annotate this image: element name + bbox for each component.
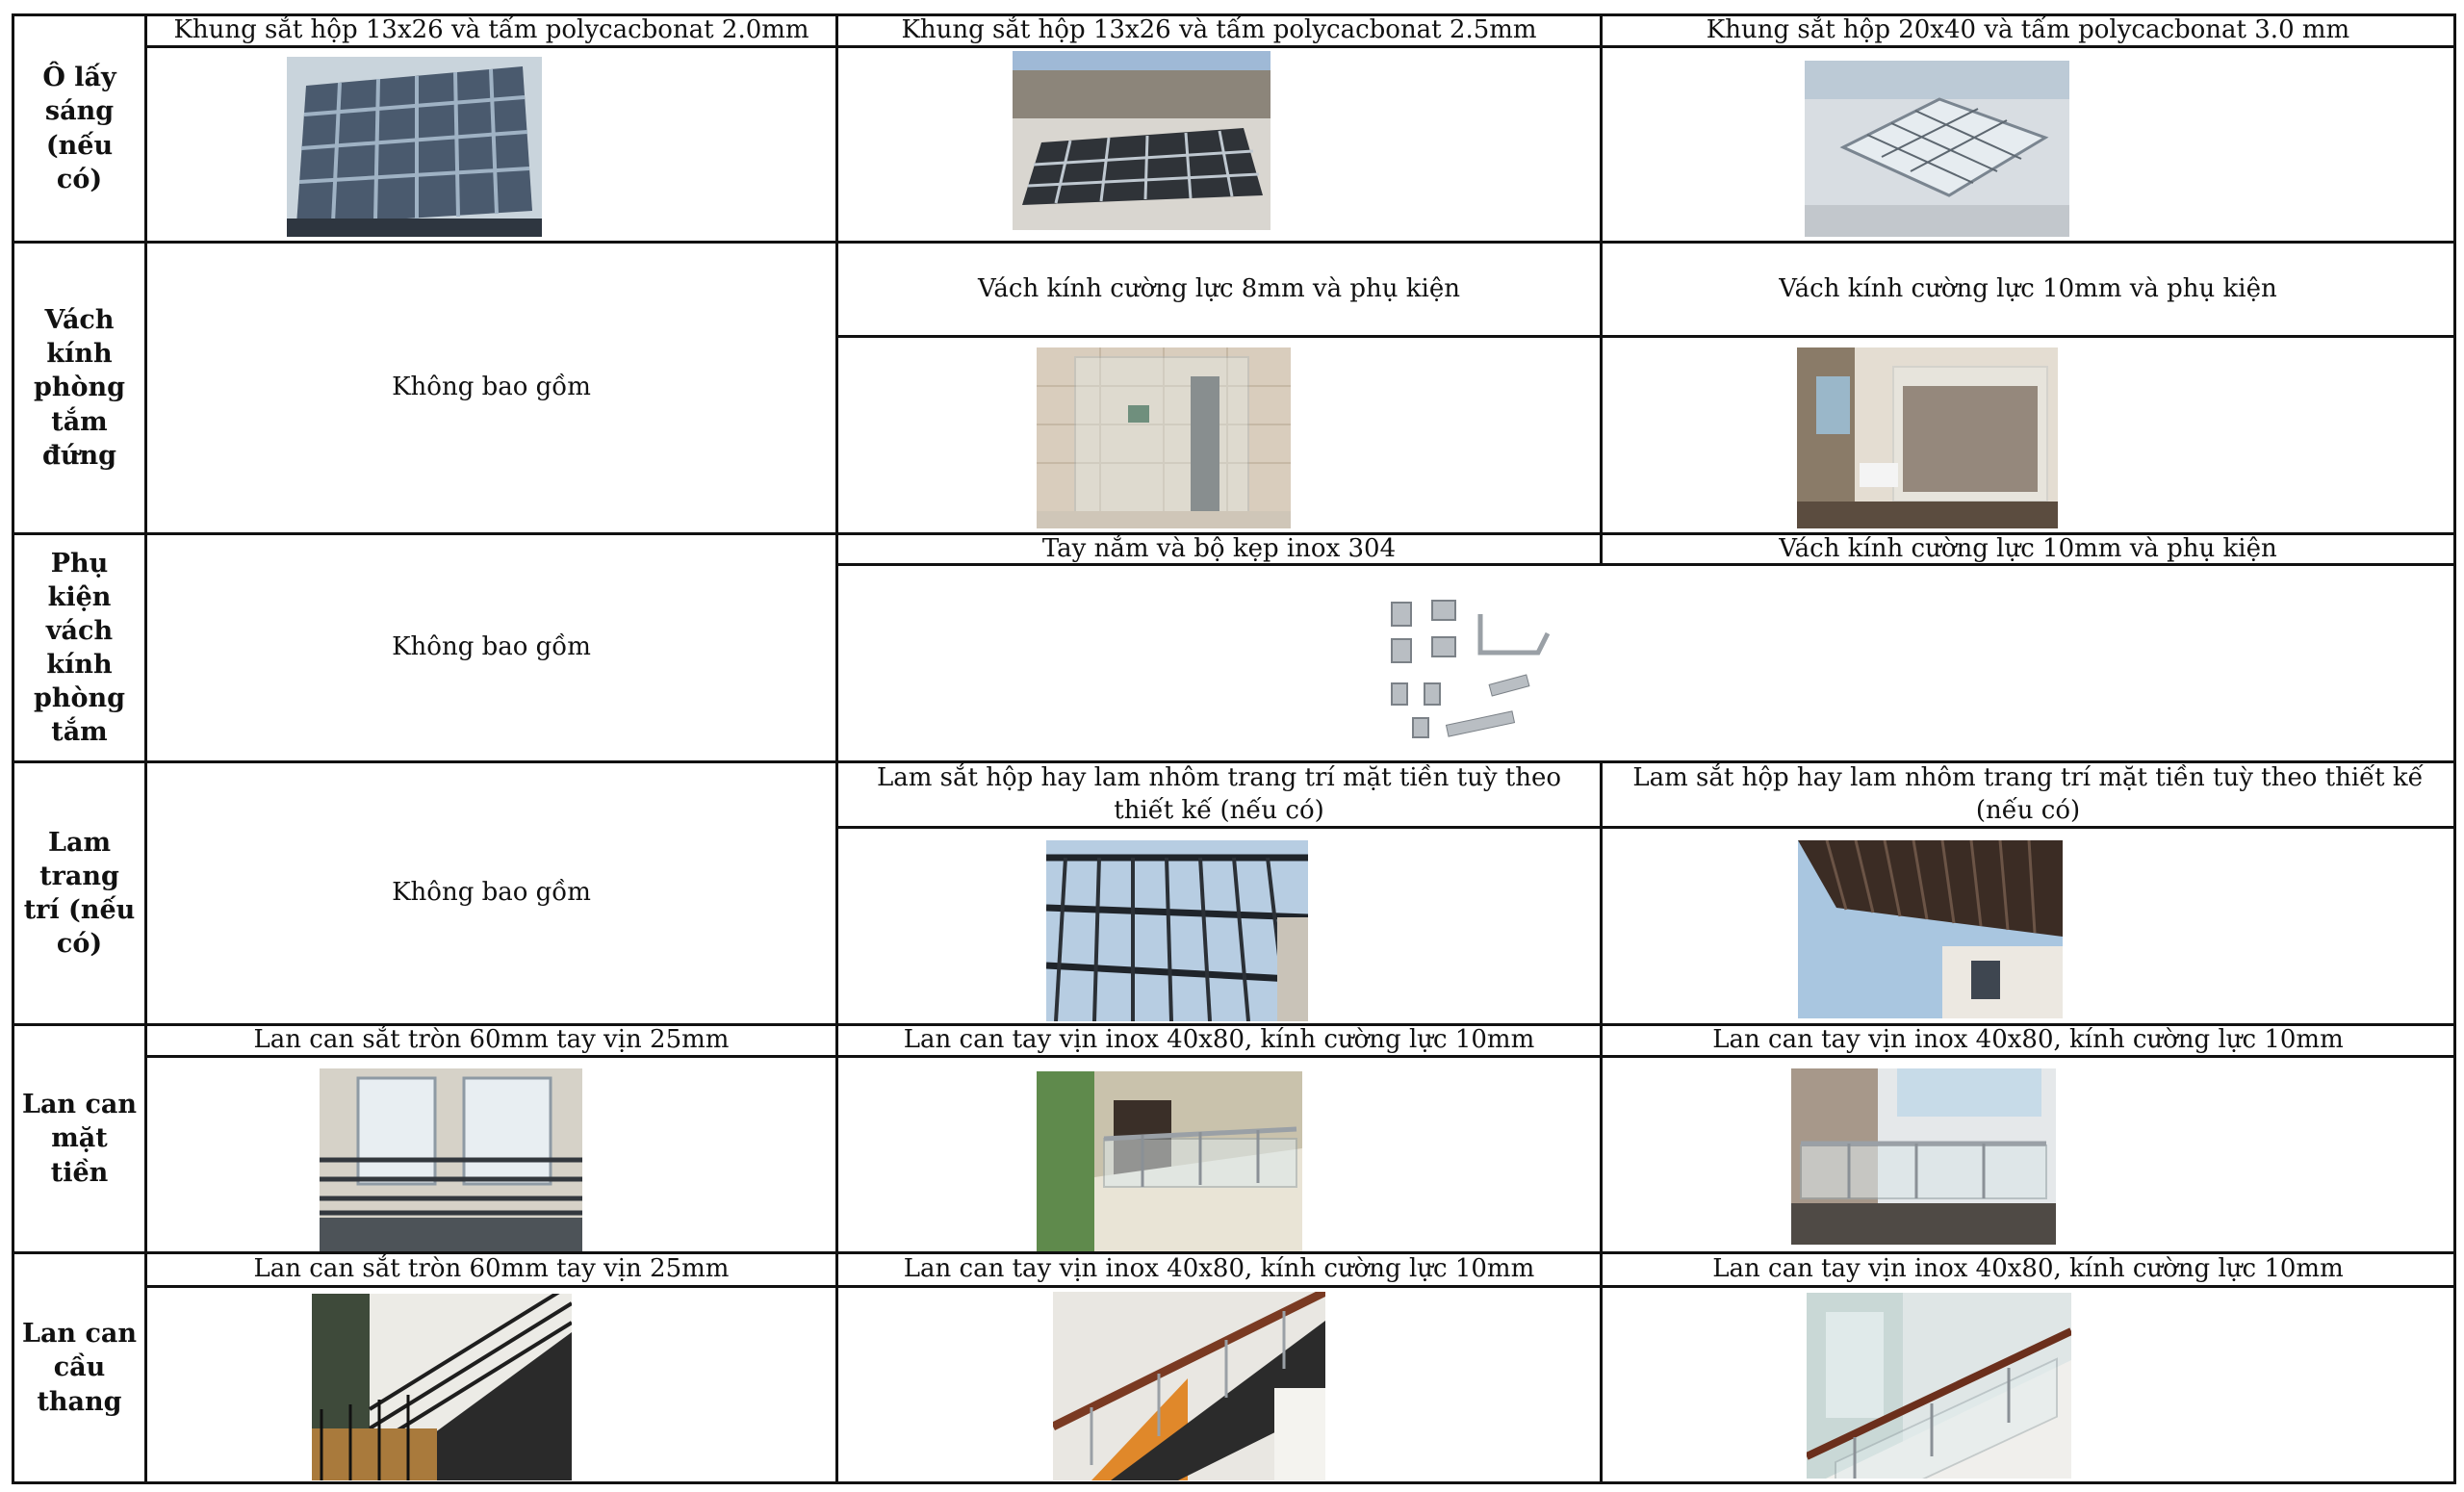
shower-glass-photo-2 (1797, 347, 2058, 528)
skylight-photo-2 (1013, 51, 1270, 230)
caption-divider (835, 335, 2456, 338)
shower-glass-photo-1 (1037, 347, 1291, 528)
caption-louver-1: Lam sắt hộp hay lam nhôm trang trí mặt tiền tuỳ theo thiết kế (nếu có) (876, 763, 1562, 825)
row-header-stair-railing: Lan can cầu thang (21, 1319, 138, 1417)
caption-accessories-2: Vách kính cường lực 10mm và phụ kiện (1779, 533, 2277, 563)
row-header-shower-glass: Vách kính phòng tắm đứng (33, 305, 126, 471)
facade-railing-photo-2 (1037, 1071, 1302, 1251)
not-included-louver: Không bao gồm (392, 878, 591, 908)
caption-louver-2: Lam sắt hộp hay lam nhôm trang trí mặt tiền tuỳ theo thiết kế (nếu có) (1632, 763, 2424, 825)
caption-accessories-1: Tay nắm và bộ kẹp inox 304 (1041, 533, 1397, 563)
table-border-right (2453, 13, 2456, 1484)
row-header-skylight: Ô lấy sáng (nếu có) (42, 63, 116, 194)
stair-railing-photo-2 (1053, 1292, 1325, 1480)
caption-stair-railing-1: Lan can sắt tròn 60mm tay vịn 25mm (253, 1254, 730, 1284)
row-header-facade-railing: Lan can mặt tiền (21, 1090, 138, 1188)
caption-facade-railing-3: Lan can tay vịn inox 40x80, kính cường lực 10mm (1712, 1025, 2344, 1055)
shower-accessories-photo (1346, 576, 1560, 749)
caption-shower-glass-1: Vách kính cường lực 8mm và phụ kiện (978, 273, 1460, 303)
louver-photo-2 (1798, 840, 2063, 1018)
row-header-decorative-louver: Lam trang trí (nếu có) (23, 827, 136, 960)
caption-shower-glass-2: Vách kính cường lực 10mm và phụ kiện (1779, 273, 2277, 303)
row-header-shower-accessories: Phụ kiện vách kính phòng tắm (33, 548, 126, 748)
caption-facade-railing-2: Lan can tay vịn inox 40x80, kính cường lực 10mm (903, 1025, 1535, 1055)
skylight-photo-3 (1805, 61, 2069, 237)
not-included-accessories: Không bao gồm (392, 632, 591, 662)
caption-stair-railing-2: Lan can tay vịn inox 40x80, kính cường lực 10mm (903, 1254, 1535, 1284)
caption-skylight-3: Khung sắt hộp 20x40 và tấm polycacbonat 3.0 mm (1706, 15, 2350, 45)
column-divider (1600, 760, 1603, 1484)
stair-railing-photo-1 (312, 1294, 572, 1480)
caption-skylight-2: Khung sắt hộp 13x26 và tấm polycacbonat 2.5mm (901, 15, 1537, 45)
caption-facade-railing-1: Lan can sắt tròn 60mm tay vịn 25mm (253, 1025, 730, 1055)
facade-railing-photo-1 (320, 1068, 582, 1251)
louver-photo-1 (1046, 840, 1308, 1021)
skylight-photo-1 (287, 57, 542, 237)
facade-railing-photo-3 (1791, 1068, 2056, 1245)
not-included-shower-glass: Không bao gồm (392, 373, 591, 402)
table-border-bottom (12, 1481, 2456, 1484)
stair-railing-photo-3 (1807, 1293, 2071, 1479)
caption-stair-railing-3: Lan can tay vịn inox 40x80, kính cường lực 10mm (1712, 1254, 2344, 1284)
caption-skylight-1: Khung sắt hộp 13x26 và tấm polycacbonat 2.0mm (173, 15, 809, 45)
